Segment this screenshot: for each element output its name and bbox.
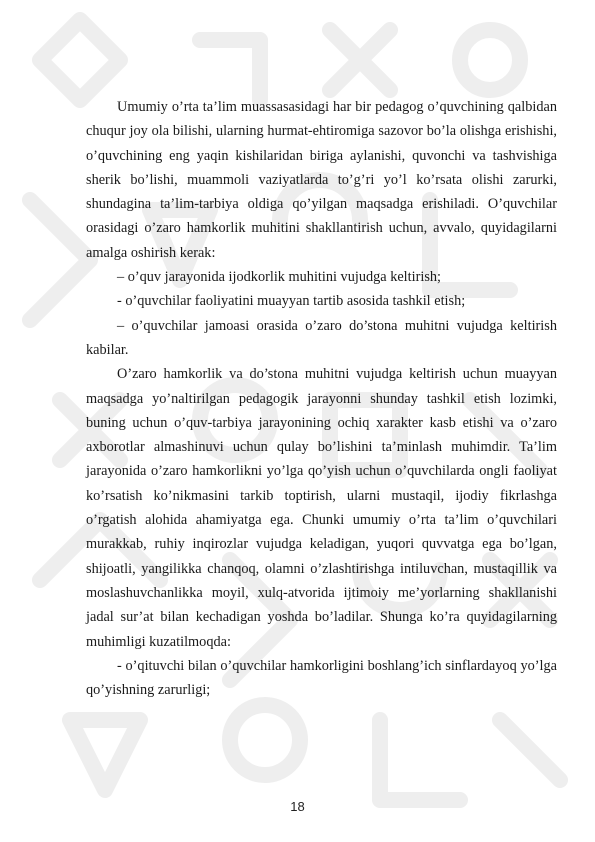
body-paragraph: Umumiy o’rta ta’lim muassasasidagi har bir pedagog o’quvchining qalbidan chuqur joy ola bilishi, ularning hurmat-ehtiromiga sazovor bo’la olishga erishishi, o’quvchining eng yaqin kishilaridan biriga aylanishi, quvonchi va tashvishiga sherik bo’lishi, muammoli vaziyatlarda to’g’ri yo’l ko’rsata olishi zarurki, shundagina ta’lim-tarbiya oldiga qo’yilgan maqsadga erishiladi. O’quvchilar orasidagi o’zaro hamkorlik muhitini shakllantirish uchun, avvalo, quyidagilarni amalga oshirish kerak:	[86, 99, 557, 261]
page-number: 18	[290, 799, 305, 814]
body-paragraph: O’zaro hamkorlik va do’stona muhitni vujudga keltirish uchun muayyan maqsadga yo’naltirilgan pedagogik jarayonni shunday tashkil etish lozimki, buning uchun o’quv-tarbiya jarayonining ochiq xarakter kasb etishi va o’zaro axborotlar almashinuvi uchun qulay bo’lishini ta’minlash muhimdir. Ta’lim jarayonida o’zaro hamkorlikni yo’lga qo’yish uchun o’quvchilarda ongli faoliyat ko’rsatish ko’nikmasini tarkib toptirish, ularni mustaqil, ijodiy fikrlashga o’rgatish alohida ahamiyatga ega. Chunki umumiy o’rta ta’lim o’quvchilari murakkab, ruhiy inqirozlar vujudga keladigan, yuqori quvvatga ega bo’lgan, shijoatli, yangilikka chanqoq, olamni o’zlashtirishga intiluvchan, mustaqillik va moslashuvchanlikka moyil, xulq-atvorida ijtimoiy me’yorlarning shakllanishi jadal sur’at bilan kechadigan yoshda bo’ladilar. Shunga ko’ra quyidagilarning muhimligi kuzatilmoqda:	[86, 366, 557, 650]
document-body	[86, 95, 557, 702]
list-item: ‒ o’quv jarayonida ijodkorlik muhitini vujudga keltirish;	[117, 269, 442, 286]
list-item: - o’qituvchi bilan o’quvchilar hamkorligini boshlang’ich sinflardayoq yo’lga qo’yishning zarurligi;	[86, 657, 557, 699]
list-item: ‒ o’quvchilar jamoasi orasida o’zaro do’stona muhitni vujudga keltirish kabilar.	[86, 317, 557, 358]
list-item: - o’quvchilar faoliyatini muayyan tartib asosida tashkil etish;	[117, 293, 466, 310]
